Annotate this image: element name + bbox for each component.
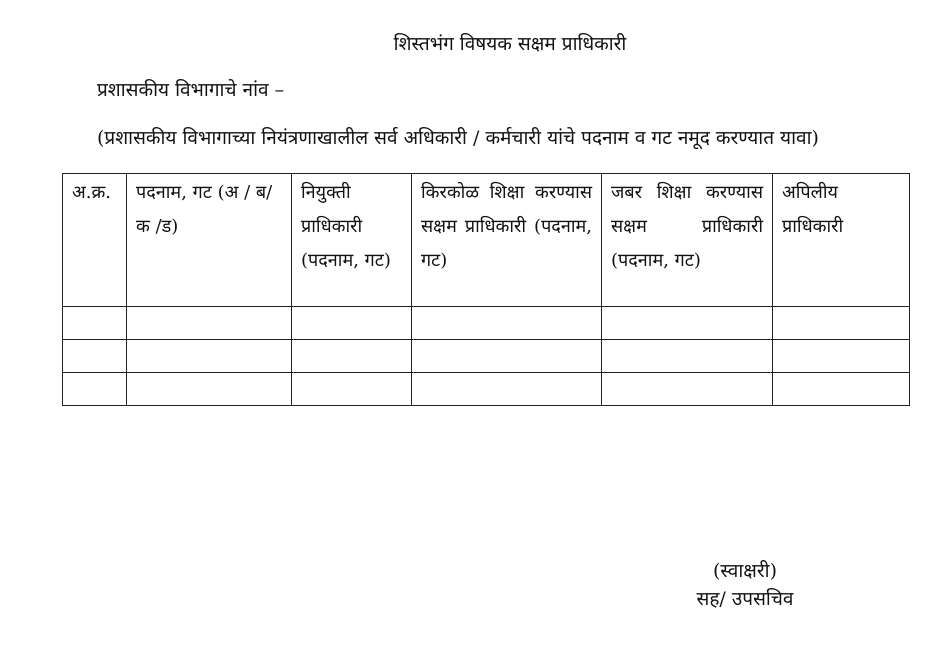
department-name-label: प्रशासकीय विभागाचे नांव – xyxy=(97,79,285,101)
header-serial-no: अ.क्र. xyxy=(63,174,127,307)
signatory-designation: सह/ उपसचिव xyxy=(696,588,794,610)
table-row xyxy=(63,340,910,373)
table-cell[interactable] xyxy=(773,340,910,373)
table-cell[interactable] xyxy=(412,340,602,373)
table-cell[interactable] xyxy=(292,307,412,340)
table-cell[interactable] xyxy=(127,340,292,373)
table-cell[interactable] xyxy=(773,307,910,340)
header-appellate-authority: अपिलीय प्राधिकारी xyxy=(773,174,910,307)
table-cell[interactable] xyxy=(412,307,602,340)
table-row xyxy=(63,307,910,340)
table-cell[interactable] xyxy=(63,307,127,340)
table-cell[interactable] xyxy=(602,340,773,373)
table-header-row xyxy=(63,174,910,307)
table-cell[interactable] xyxy=(773,373,910,406)
header-appointing-authority: नियुक्ती प्राधिकारी (पदनाम, गट) xyxy=(292,174,412,307)
header-major-penalty-authority: जबर शिक्षा करण्यास सक्षम प्राधिकारी (पदनाम, गट) xyxy=(602,174,773,307)
authority-table xyxy=(62,173,910,406)
signature-label: (स्वाक्षरी) xyxy=(712,560,778,582)
instruction-note: (प्रशासकीय विभागाच्या नियंत्रणाखालील सर्व अधिकारी / कर्मचारी यांचे पदनाम व गट नमूद करण्यात यावा) xyxy=(97,127,819,149)
header-minor-penalty-authority: किरकोळ शिक्षा करण्यास सक्षम प्राधिकारी (पदनाम, गट) xyxy=(412,174,602,307)
table-cell[interactable] xyxy=(602,307,773,340)
signature-block xyxy=(660,557,830,613)
table-cell[interactable] xyxy=(602,373,773,406)
table-row xyxy=(63,373,910,406)
table-cell[interactable] xyxy=(127,307,292,340)
table-cell[interactable] xyxy=(127,373,292,406)
table-cell[interactable] xyxy=(292,373,412,406)
table-cell[interactable] xyxy=(63,373,127,406)
header-designation-group: पदनाम, गट (अ / ब/ क /ड) xyxy=(127,174,292,307)
table-cell[interactable] xyxy=(63,340,127,373)
document-title: शिस्तभंग विषयक सक्षम प्राधिकारी xyxy=(393,33,627,55)
table-cell[interactable] xyxy=(412,373,602,406)
table-cell[interactable] xyxy=(292,340,412,373)
